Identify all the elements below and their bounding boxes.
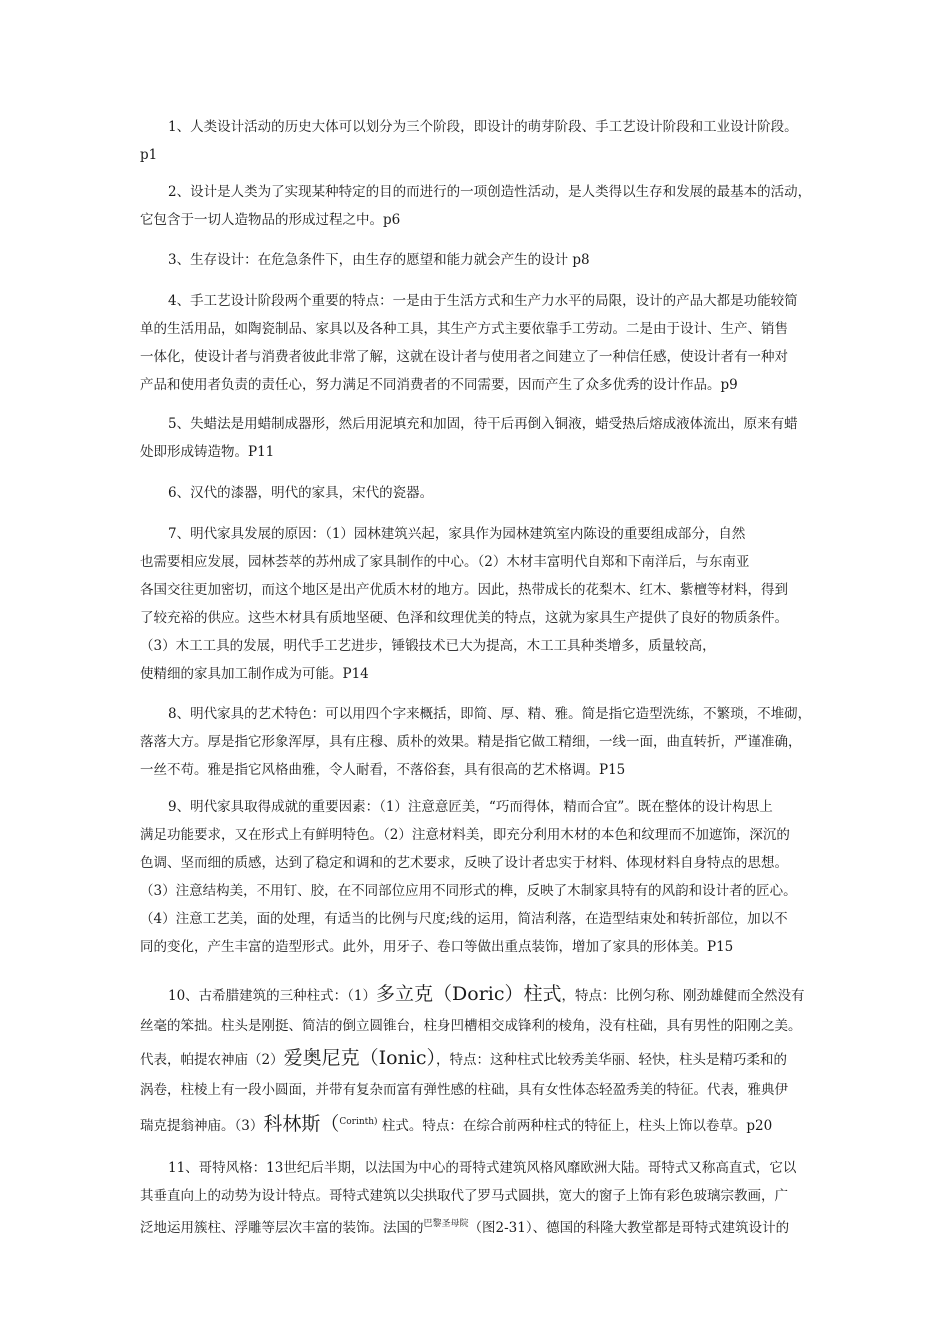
text-line: 6、汉代的漆器，明代的家具，宋代的瓷器。 — [168, 485, 434, 501]
paragraph-9 — [140, 793, 828, 961]
text-span: ，特点：比例匀称、刚劲雄健而全然没有 — [561, 988, 805, 1004]
text-line: 9、明代家具取得成就的重要因素：（1）注意意匠美，“巧而得体，精而合宜”。既在整体的设计构思上 — [168, 799, 773, 815]
small-text: 巴黎圣母院 — [423, 1219, 469, 1229]
text-span: 柱式。特点：在综合前两种柱式的特征上，柱头上饰以卷草。p20 — [377, 1118, 773, 1134]
small-text: Corinth) — [339, 1117, 378, 1127]
text-line: 它包含于一切人造物品的形成过程之中。p6 — [140, 212, 401, 228]
text-span: （图2-31）、德国的科隆大教堂都是哥特式建筑设计的 — [468, 1220, 790, 1236]
text-line: 其垂直向上的动势为设计特点。哥特式建筑以尖拱取代了罗马式圆拱，宽大的窗子上饰有彩色玻璃宗教画，广 — [140, 1188, 788, 1204]
heading-ionic: 爱奥尼克（Ionic） — [283, 1047, 436, 1069]
paragraph-6 — [140, 479, 828, 507]
text-line: 2、设计是人类为了实现某种特定的目的而进行的一项创造性活动，是人类得以生存和发展的最基本的活动， — [168, 184, 812, 200]
text-line — [140, 978, 828, 1010]
paragraph-8 — [140, 700, 828, 784]
text-line: 单的生活用品，如陶瓷制品、家具以及各种工具，其生产方式主要依靠手工劳动。二是由于设计、生产、销售 — [140, 321, 788, 337]
text-line: （3）木工工具的发展，明代手工艺进步，锤锻技术已大为提高，木工工具种类增多，质量较高， — [140, 638, 716, 654]
text-line: 8、明代家具的艺术特色：可以用四个字来概括，即简、厚、精、雅。简是指它造型洗练，不繁琐，不堆砌， — [168, 706, 812, 722]
text-line: 满足功能要求，又在形式上有鲜明特色。（2）注意材料美，即充分利用木材的本色和纹理而不加遮饰，深沉的 — [140, 827, 790, 843]
heading-corinthian: 科林斯（ — [263, 1113, 340, 1135]
text-line — [140, 1210, 828, 1238]
text-line: 11、哥特风格：13世纪后半期，以法国为中心的哥特式建筑风格风靡欧洲大陆。哥特式又称高直式，它以 — [168, 1160, 797, 1176]
text-line: （4）注意工艺美，面的处理，有适当的比例与尺度;线的运用，简洁利落，在造型结束处和转折部位，加以不 — [140, 911, 788, 927]
text-line: 一体化，使设计者与消费者彼此非常了解，这就在设计者与使用者之间建立了一种信任感，使设计者有一种对 — [140, 349, 788, 365]
text-line: 产品和使用者负责的责任心，努力满足不同消费者的不同需要，因而产生了众多优秀的设计作品。p9 — [140, 377, 738, 393]
paragraph-7 — [140, 520, 828, 688]
text-line: （3）注意结构美，不用钉、胶，在不同部位应用不同形式的榫，反映了木制家具特有的风韵和设计者的匠心。 — [140, 883, 797, 899]
paragraph-4 — [140, 287, 828, 399]
heading-doric: 多立克（Doric）柱式 — [376, 983, 562, 1005]
paragraph-3 — [140, 246, 828, 274]
text-line: 同的变化，产生丰富的造型形式。此外，用牙子、卷口等做出重点装饰，增加了家具的形体美。P15 — [140, 939, 734, 955]
text-span: 瑞克提翁神庙。（3） — [140, 1118, 264, 1134]
text-line — [140, 1106, 828, 1138]
text-line: 1、人类设计活动的历史大体可以划分为三个阶段，即设计的萌芽阶段、手工艺设计阶段和工业设计阶段。 — [168, 119, 798, 135]
text-line: 3、生存设计：在危急条件下，由生存的愿望和能力就会产生的设计 p8 — [168, 252, 590, 268]
text-span: ，特点：这种柱式比较秀美华丽、轻快，柱头是精巧柔和的 — [436, 1052, 787, 1068]
text-line: 各国交往更加密切，而这个地区是出产优质木材的地方。因此，热带成长的花梨木、红木、紫檀等材料，得到 — [140, 582, 788, 598]
text-line: 也需要相应发展，园林荟萃的苏州成了家具制作的中心。（2）木材丰富明代自郑和下南洋后，与东南亚 — [140, 554, 750, 570]
text-line: 色调、坚而细的质感，达到了稳定和调和的艺术要求，反映了设计者忠实于材料、体现材料自身特点的思想。 — [140, 855, 788, 871]
text-line: 4、手工艺设计阶段两个重要的特点：一是由于生活方式和生产力水平的局限，设计的产品大都是功能较简 — [168, 293, 798, 309]
text-line: 涡卷，柱棱上有一段小圆面，并带有复杂而富有弹性感的柱础，具有女性体态轻盈秀美的特征。代表，雅典伊 — [140, 1082, 788, 1098]
paragraph-1 — [140, 113, 828, 169]
text-line: 落落大方。厚是指它形象浑厚，具有庄穆、质朴的效果。精是指它做工精细，一线一面，曲直转折，严谨准确， — [140, 734, 802, 750]
text-line: 处即形成铸造物。P11 — [140, 444, 275, 460]
paragraph-2 — [140, 178, 828, 234]
text-span: 10、古希腊建筑的三种柱式：（1） — [168, 988, 377, 1004]
text-line: 使精细的家具加工制作成为可能。P14 — [140, 666, 369, 682]
text-span: 代表，帕提农神庙（2） — [140, 1052, 284, 1068]
text-line: 一丝不苟。雅是指它风格曲雅，令人耐看，不落俗套，具有很高的艺术格调。P15 — [140, 762, 626, 778]
text-span: 泛地运用簇柱、浮雕等层次丰富的装饰。法国的 — [140, 1220, 424, 1236]
paragraph-5 — [140, 410, 828, 466]
text-line: 丝毫的笨拙。柱头是刚挺、简洁的倒立圆锥台，柱身凹槽相交成锋利的棱角，没有柱础，具有男性的阳刚之美。 — [140, 1018, 802, 1034]
text-line: p1 — [140, 147, 158, 163]
paragraph-11 — [140, 1154, 828, 1238]
text-line: 7、明代家具发展的原因：（1）园林建筑兴起，家具作为园林建筑室内陈设的重要组成部分，自然 — [168, 526, 746, 542]
text-line — [140, 1042, 828, 1074]
text-line: 了较充裕的供应。这些木材具有质地坚硬、色泽和纹理优美的特点，这就为家具生产提供了良好的物质条件。 — [140, 610, 788, 626]
paragraph-10 — [140, 978, 828, 1138]
text-line: 5、失蜡法是用蜡制成器形，然后用泥填充和加固，待干后再倒入铜液，蜡受热后熔成液体流出，原来有蜡 — [168, 416, 798, 432]
